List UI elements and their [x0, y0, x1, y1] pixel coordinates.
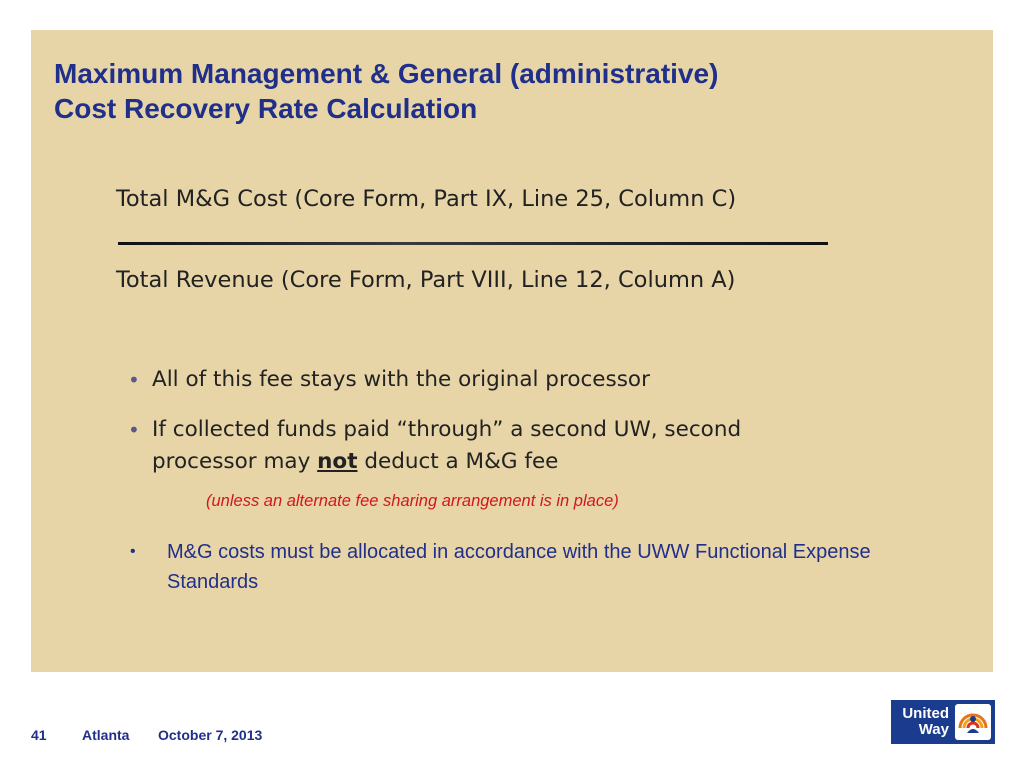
bullet-item-uww-standards — [130, 537, 887, 597]
bullet-text-pre: If collected funds paid “through” a second UW, second processor may — [152, 417, 742, 474]
bullet-dot: • — [128, 418, 140, 442]
united-way-hand-rainbow-icon — [955, 704, 991, 740]
bullet-dot: • — [128, 368, 140, 392]
bullet-dot: • — [130, 543, 136, 560]
bullet-emphasis: not — [317, 449, 358, 474]
fraction-divider — [118, 242, 828, 245]
footer-city: Atlanta — [82, 727, 130, 743]
fee-sharing-note: (unless an alternate fee sharing arrangement is in place) — [206, 492, 619, 510]
title-line-1: Maximum Management & General (administrative) — [54, 58, 719, 89]
footer-date: October 7, 2013 — [158, 727, 263, 743]
logo-wordmark — [891, 706, 955, 738]
bullet-item-second-processor — [128, 414, 848, 478]
bullet-list — [128, 364, 848, 478]
formula-denominator: Total Revenue (Core Form, Part VIII, Line 12, Column A) — [116, 267, 736, 293]
formula-numerator: Total M&G Cost (Core Form, Part IX, Line 25, Column C) — [116, 186, 737, 212]
bullet-text: M&G costs must be allocated in accordance with the UWW Functional Expense Standards — [167, 541, 871, 593]
title-line-2: Cost Recovery Rate Calculation — [54, 93, 478, 124]
slide-title — [54, 56, 954, 126]
logo-line-2: Way — [918, 721, 949, 738]
bullet-text: All of this fee stays with the original processor — [152, 367, 650, 392]
logo-line-1: United — [902, 705, 949, 722]
logo-symbol-svg — [957, 706, 989, 738]
bullet-text-post: deduct a M&G fee — [357, 449, 559, 474]
bullet-item-original-processor — [128, 364, 848, 396]
page-number: 41 — [31, 727, 47, 743]
united-way-logo — [891, 700, 995, 744]
